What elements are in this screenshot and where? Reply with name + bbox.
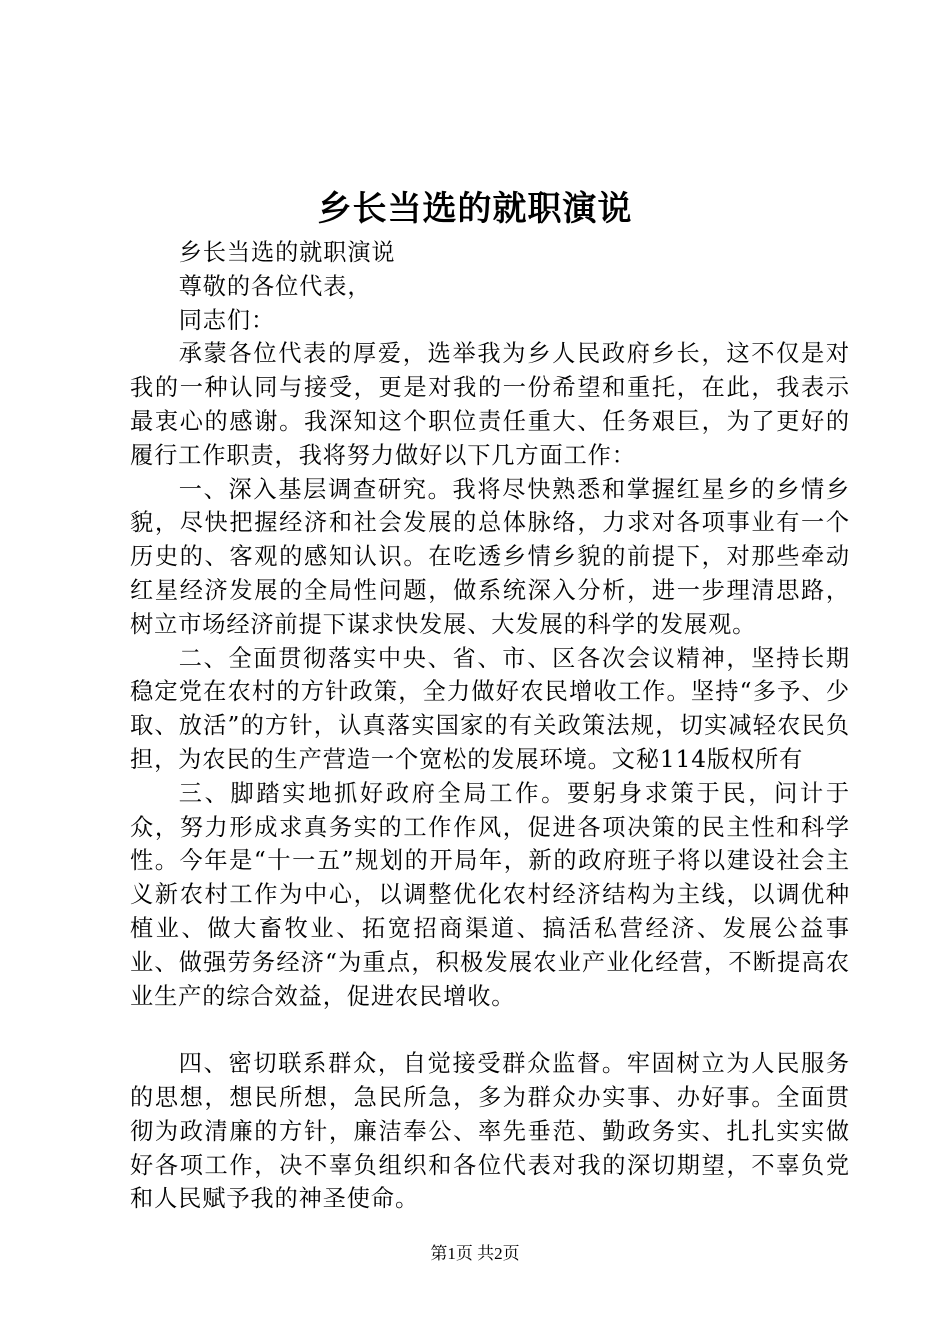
document-body (130, 236, 850, 1216)
paragraph-point-4: 四、密切联系群众，自觉接受群众监督。牢固树立为人民服务的思想，想民所想，急民所急，多为群众办实事、办好事。全面贯彻为政清廉的方针，廉洁奉公、率先垂范、勤政务实、扎扎实实做好各项工作，决不辜负组织和各位代表对我的深切期望，不辜负党和人民赋予我的神圣使命。 (130, 1050, 850, 1213)
paragraph-point-2-text: 二、全面贯彻落实中央、省、市、区各次会议精神，坚持长期稳定党在农村的方针政策，全力做好农民增收工作。坚持“多予、少取、放活”的方针，认真落实国家的有关政策法规，切实减轻农民负担，为农民的生产营造一个宽松的发展环境。 (130, 644, 850, 773)
paragraph-point-3: 三、脚踏实地抓好政府全局工作。要躬身求策于民，问计于众，努力形成求真务实的工作作风，促进各项决策的民主性和科学性。今年是“十一五”规划的开局年，新的政府班子将以建设社会主义新农村工作为中心，以调整优化农村经济结构为主线，以调优种植业、做大畜牧业、拓宽招商渠道、搞活私营经济、发展公益事业、做强劳务经济“为重点，积极发展农业产业化经营，不断提高农业生产的综合效益，促进农民增收。 (130, 779, 850, 1010)
paragraph-salutation: 尊敬的各位代表， (178, 272, 372, 300)
copyright-note: 文秘114版权所有 (611, 745, 804, 773)
page-indicator: 第1页 共2页 (430, 1244, 520, 1263)
paragraph-point-1: 一、深入基层调查研究。我将尽快熟悉和掌握红星乡的乡情乡貌，尽快把握经济和社会发展的总体脉络，力求对各项事业有一个历史的、客观的感知认识。在吃透乡情乡貌的前提下，对那些牵动红星经济发展的全局性问题，做系统深入分析，进一步理清思路，树立市场经济前提下谋求快发展、大发展的科学的发展观。 (130, 475, 850, 638)
paragraph-comrades: 同志们： (178, 306, 276, 334)
paragraph-heading: 乡长当选的就职演说 (178, 239, 396, 266)
paragraph-point-2 (130, 642, 850, 777)
paragraph-intro: 承蒙各位代表的厚爱，选举我为乡人民政府乡长，这不仅是对我的一种认同与接受，更是对我的一份希望和重托，在此，我表示最衷心的感谢。我深知这个职位责任重大、任务艰巨，为了更好的履行工作职责，我将努力做好以下几方面工作： (130, 340, 850, 469)
document-title: 乡长当选的就职演说 (317, 189, 633, 229)
